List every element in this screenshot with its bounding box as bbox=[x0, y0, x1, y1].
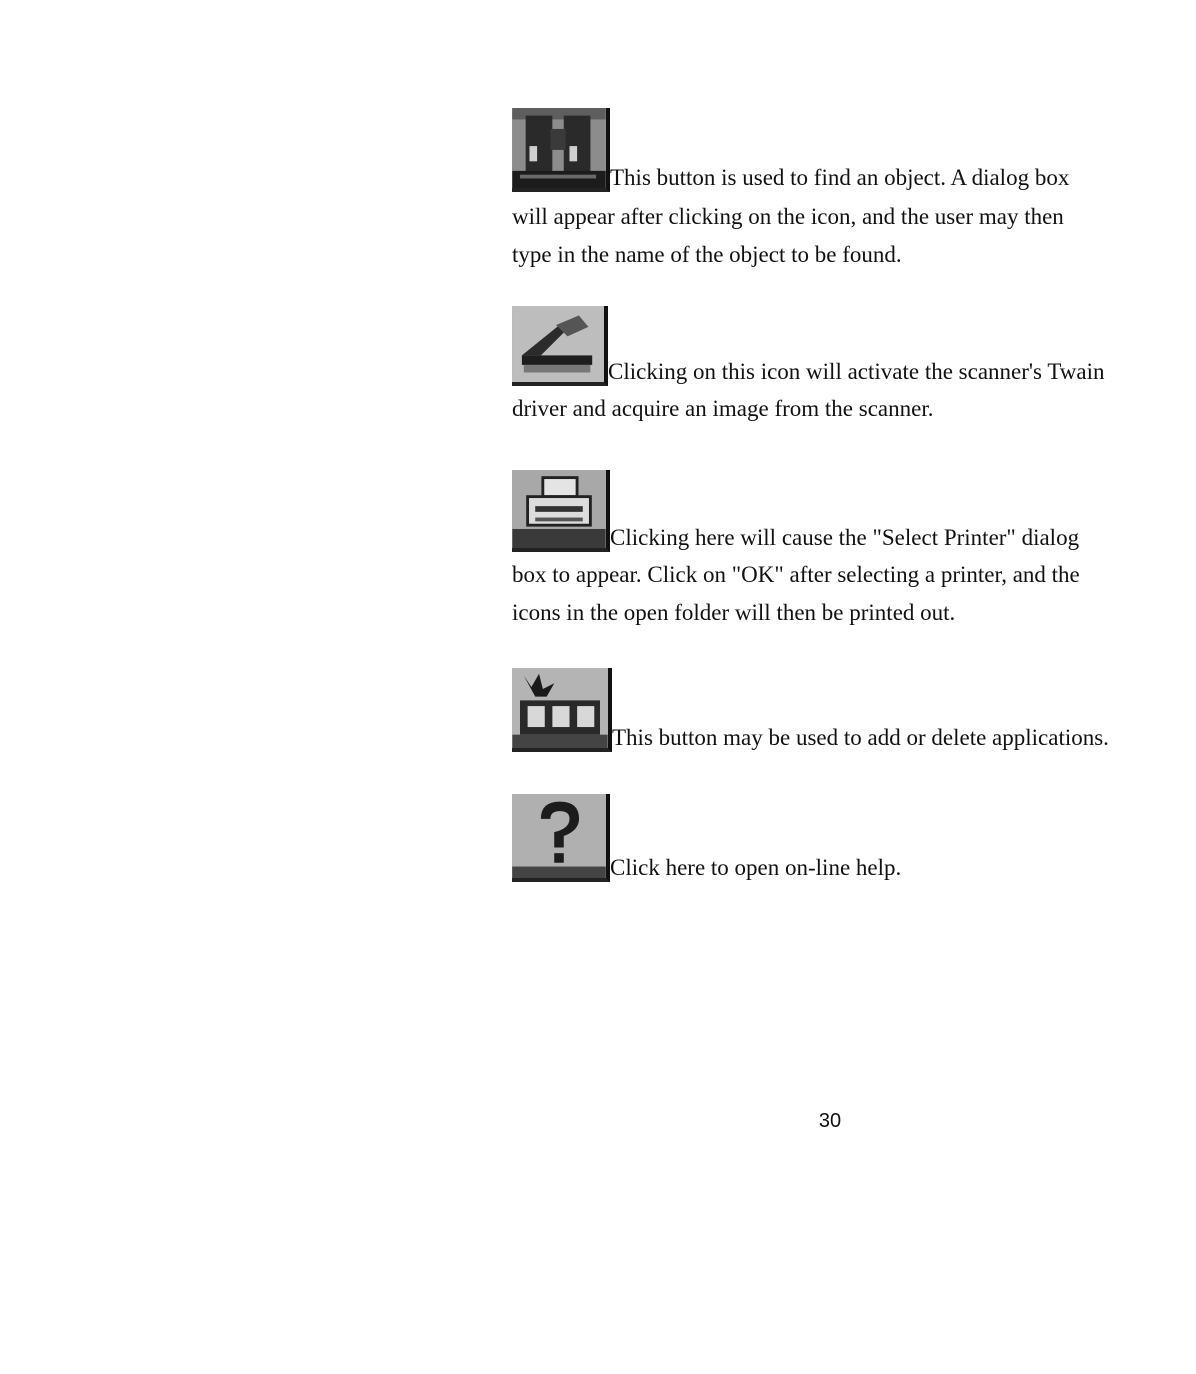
printer-entry-first-line bbox=[512, 470, 1172, 552]
scanner-icon[interactable] bbox=[512, 306, 608, 386]
printer-description-line-1: Clicking here will cause the "Select Printer" dialog bbox=[610, 525, 1080, 550]
scanner-description-line-2: driver and acquire an image from the scanner. bbox=[512, 396, 934, 421]
scanner-entry-first-line bbox=[512, 306, 1172, 386]
add-delete-applications-icon-graphic bbox=[512, 668, 608, 748]
printer-icon-graphic bbox=[512, 470, 606, 548]
binoculars-icon[interactable] bbox=[512, 108, 610, 192]
printer-description-line-3: icons in the open folder will then be printed out. bbox=[512, 600, 956, 625]
applications-description: This button may be used to add or delete applications. bbox=[612, 725, 1109, 750]
find-description-line-3: type in the name of the object to be found. bbox=[512, 242, 902, 267]
printer-entry bbox=[512, 470, 1172, 632]
find-entry bbox=[512, 108, 1172, 274]
find-description-line-1: This button is used to find an object. A dialog box bbox=[610, 165, 1070, 190]
help-icon-graphic bbox=[512, 794, 606, 878]
printer-description-line-2: box to appear. Click on "OK" after selecting a printer, and the bbox=[512, 562, 1080, 587]
help-icon[interactable] bbox=[512, 794, 610, 882]
scanner-entry bbox=[512, 306, 1172, 428]
page-number: 30 bbox=[818, 1110, 842, 1132]
applications-entry bbox=[512, 668, 1172, 752]
help-description: Click here to open on-line help. bbox=[610, 855, 902, 880]
help-entry bbox=[512, 794, 1172, 882]
help-entry-first-line bbox=[512, 794, 1172, 882]
scanner-description-line-1: Clicking on this icon will activate the scanner's Twain bbox=[608, 359, 1105, 384]
add-delete-applications-icon[interactable] bbox=[512, 668, 612, 752]
applications-entry-first-line bbox=[512, 668, 1172, 752]
binoculars-icon-graphic bbox=[512, 108, 606, 188]
find-entry-first-line bbox=[512, 108, 1172, 192]
find-description-line-2: will appear after clicking on the icon, and the user may then bbox=[512, 204, 1064, 229]
printer-icon[interactable] bbox=[512, 470, 610, 552]
scanner-icon-graphic bbox=[512, 306, 604, 382]
